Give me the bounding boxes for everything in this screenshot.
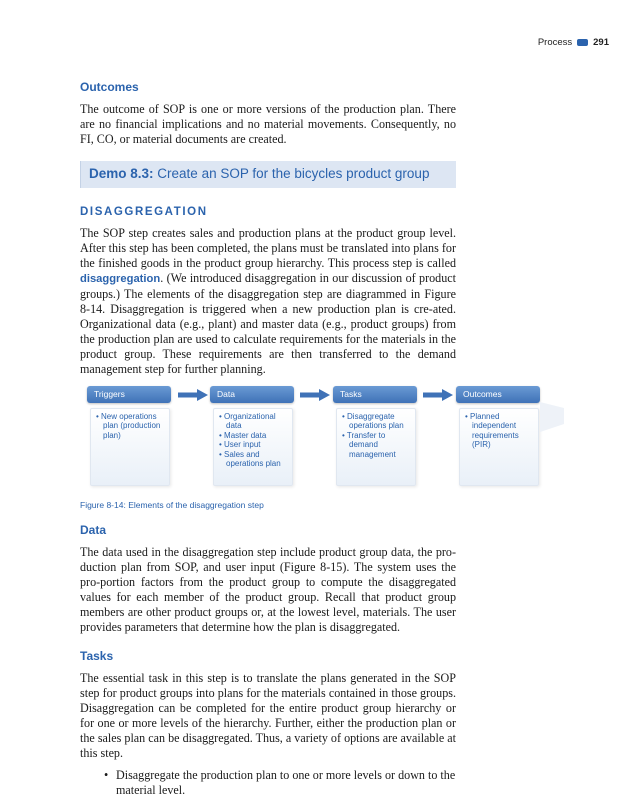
data-item: • Organizational data	[218, 412, 290, 431]
data-header: Data	[210, 386, 294, 403]
data-item: • User input	[218, 440, 290, 449]
data-item: • Sales and operations plan	[218, 450, 290, 469]
data-paragraph: The data used in the disaggregation step include product group data, the pro-duction plan from SOP, and user input (Figure 8-15). The system uses the pro-portion factors from the product group to compute the disaggregated values for each member of the product group. Recall that product group members are other product groups or, at the lowest level, materials. The user provides parameters that determine how the plan is disaggregated.	[80, 545, 456, 634]
outcomes-header: Outcomes	[456, 386, 540, 403]
disaggregation-diagram	[87, 386, 547, 490]
page-number: 291	[593, 37, 609, 48]
outcomes-heading: Outcomes	[80, 80, 139, 94]
disaggregation-paragraph	[80, 226, 456, 377]
outcomes-body	[459, 408, 539, 486]
disaggregation-text-1: The SOP step creates sales and production plans at the product group level. After this step has been completed, the plans must be translated into plans for the finished goods in the product group hierarchy. This process step is called	[80, 226, 456, 270]
diagram-col-tasks	[333, 386, 417, 486]
figure-caption: Figure 8-14: Elements of the disaggregation step	[80, 500, 264, 510]
tasks-body	[336, 408, 416, 486]
tail-shadow-decoration	[540, 402, 564, 432]
data-heading: Data	[80, 523, 107, 537]
diagram-col-outcomes	[456, 386, 540, 486]
outcomes-paragraph: The outcome of SOP is one or more versions of the production plan. There are no financial implications and no material movements. Consequently, no FI, CO, or material documents are created.	[80, 102, 456, 146]
tasks-paragraph: The essential task in this step is to translate the plans generated in the SOP step for product groups into plans for the materials contained in those groups. Disaggregation can be completed for the entire product group hierarchy or for one or more levels of the hierarchy. Further, either the production plan or the sales plan can be disaggregated. Thus, a variety of options are available at this step.	[80, 671, 456, 760]
arrow-right-icon	[423, 389, 453, 401]
arrow-right-icon	[300, 389, 330, 401]
demo-number: Demo 8.3:	[89, 166, 154, 181]
data-body	[213, 408, 293, 486]
main-content-bottom	[80, 523, 456, 798]
disaggregation-text-2: . (We introduced disaggregation in our discussion of product groups.) The elements of the disaggregation step are diagrammed in Figure 8-14. Disaggregation is triggered when a new production plan is cre-ated. Organizational data (e.g., plant) and master data (e.g., product groups) from the production plan are used to calculate requirements for the materials in the product group. These requirements are then transferred to the demand management step for further planning.	[80, 271, 456, 376]
list-item: • Disaggregate the production plan to one or more levels or down to the material level.	[80, 768, 456, 798]
tasks-item: • Transfer to demand management	[341, 431, 413, 459]
section-tab-marker	[577, 39, 588, 46]
disaggregation-heading: DISAGGREGATION	[80, 206, 208, 218]
demo-callout	[80, 161, 456, 188]
tasks-heading: Tasks	[80, 649, 114, 663]
section-label: Process	[537, 37, 573, 48]
diagram-col-triggers	[87, 386, 171, 486]
triggers-header: Triggers	[87, 386, 171, 403]
diagram-col-data	[210, 386, 294, 486]
triggers-body	[90, 408, 170, 486]
arrow-right-icon	[178, 389, 208, 401]
tasks-bullet-list	[80, 768, 456, 798]
demo-text: Create an SOP for the bicycles product group	[157, 166, 430, 181]
main-content-top	[80, 80, 456, 391]
tasks-item: • Disaggregate operations plan	[341, 412, 413, 431]
tasks-header: Tasks	[333, 386, 417, 403]
data-item: • Master data	[218, 431, 290, 440]
outcomes-item: • Planned independent requirements (PIR)	[464, 412, 536, 450]
disaggregation-term: disaggregation	[80, 273, 161, 285]
triggers-item: • New operations plan (production plan)	[95, 412, 167, 440]
running-header	[538, 37, 609, 48]
demo-title	[89, 166, 448, 182]
